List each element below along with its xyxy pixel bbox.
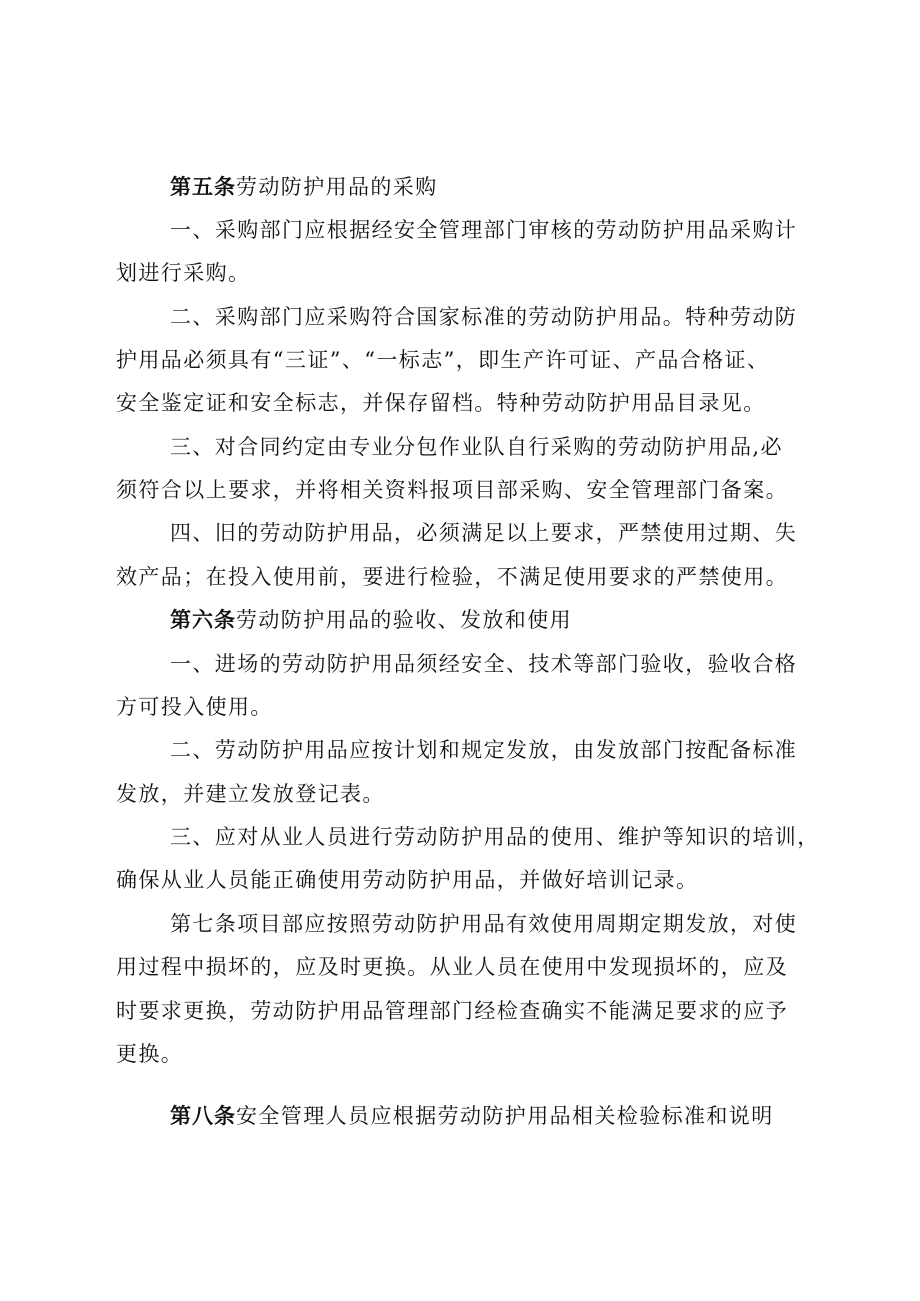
article-8-number: 第八条: [170, 1104, 236, 1128]
article-5-heading-line: [170, 172, 438, 202]
paragraph-line: 二、采购部门应采购符合国家标准的劳动防护用品。特种劳动防: [170, 305, 798, 329]
paragraph-line: 方可投入使用。: [116, 695, 273, 719]
paragraph-line: 四、旧的劳动防护用品，必须满足以上要求，严禁使用过期、失: [170, 521, 798, 545]
paragraph-line: 效产品；在投入使用前，要进行检验，不满足使用要求的严禁使用。: [116, 565, 788, 589]
paragraph-line: 须符合以上要求，并将相关资料报项目部采购、安全管理部门备案。: [116, 478, 788, 502]
paragraph-line: 用过程中损坏的，应及时更换。从业人员在使用中发现损坏的，应及: [116, 955, 788, 979]
article-8-title: 安全管理人员应根据劳动防护用品相关检验标准和说明: [236, 1104, 774, 1128]
paragraph-line: 三、应对从业人员进行劳动防护用品的使用、维护等知识的培训，: [170, 825, 820, 849]
paragraph-line: 二、劳动防护用品应按计划和规定发放，由发放部门按配备标准: [170, 738, 798, 762]
article-6-title: 劳动防护用品的验收、发放和使用: [236, 608, 572, 632]
paragraph-line: 时要求更换，劳动防护用品管理部门经检查确实不能满足要求的应予: [116, 999, 788, 1023]
article-6-number: 第六条: [170, 608, 236, 632]
paragraph-line: 一、采购部门应根据经安全管理部门审核的劳动防护用品采购计: [170, 218, 798, 242]
article-5-title: 劳动防护用品的采购: [236, 175, 438, 199]
article-8-heading-line: [170, 1101, 774, 1131]
paragraph-line: 一、进场的劳动防护用品须经安全、技术等部门验收，验收合格: [170, 652, 798, 676]
paragraph-line: 确保从业人员能正确使用劳动防护用品，并做好培训记录。: [116, 868, 699, 892]
paragraph-line: 第七条项目部应按照劳动防护用品有效使用周期定期发放，对使: [170, 912, 798, 936]
paragraph-line: 护用品必须具有“三证”、“一标志”，即生产许可证、产品合格证、: [116, 348, 770, 372]
paragraph-line: 划进行采购。: [116, 261, 251, 285]
paragraph-line: 安全鉴定证和安全标志，并保存留档。特种劳动防护用品目录见。: [116, 391, 766, 415]
paragraph-line: 更换。: [116, 1042, 184, 1066]
article-5-number: 第五条: [170, 175, 236, 199]
paragraph-line: 三、对合同约定由专业分包作业队自行采购的劳动防护用品,必: [170, 435, 783, 459]
article-6-heading-line: [170, 605, 572, 635]
paragraph-line: 发放，并建立发放登记表。: [116, 782, 385, 806]
